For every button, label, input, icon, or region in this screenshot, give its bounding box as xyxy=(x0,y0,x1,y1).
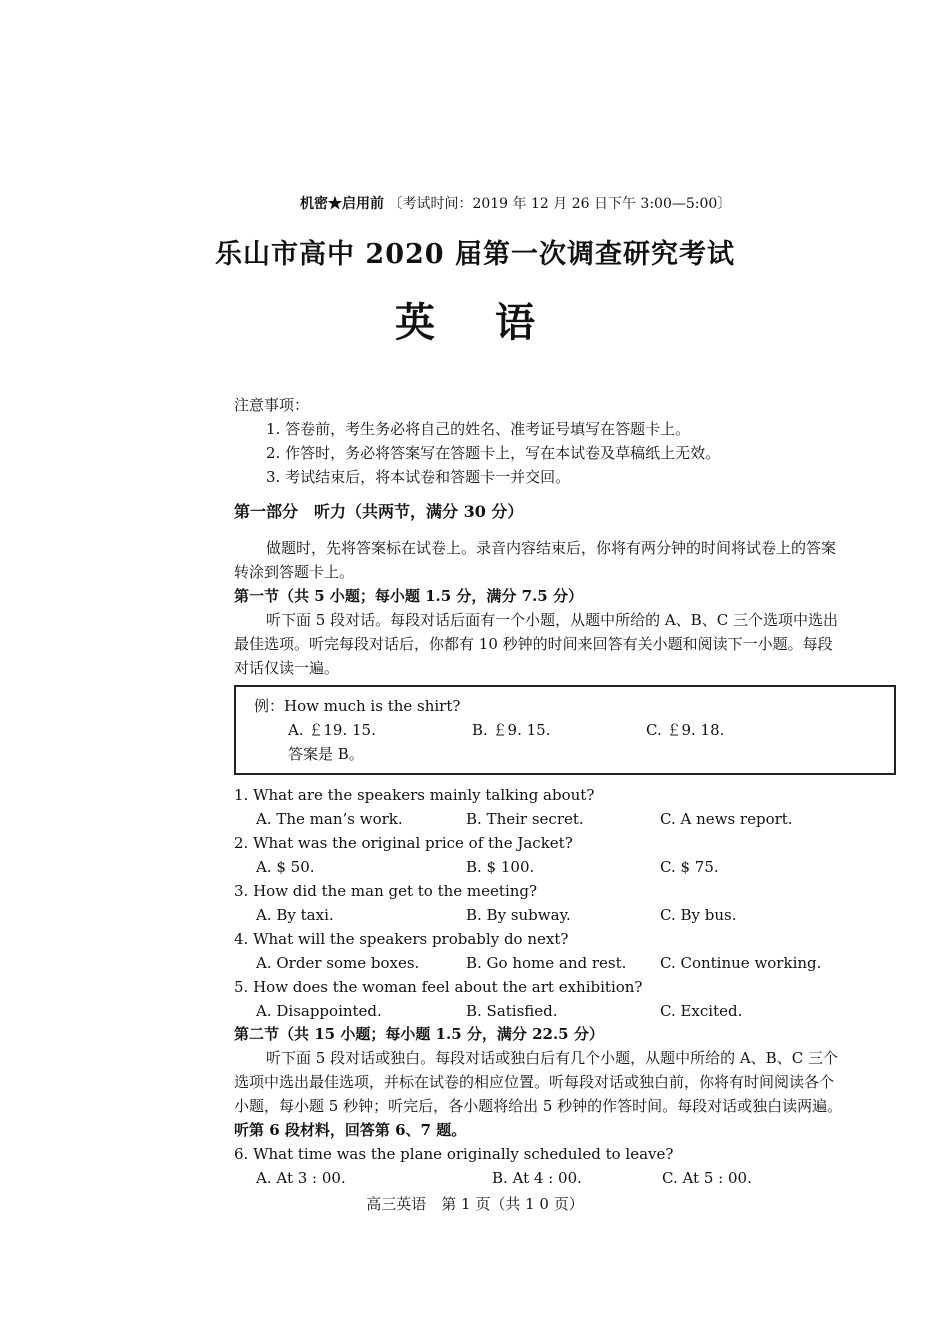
option-b: B. Go home and rest. xyxy=(466,954,627,972)
example-option-a: A. ￡19. 15. xyxy=(288,721,376,739)
material-label: 听第 6 段材料，回答第 6、7 题。 xyxy=(234,1121,467,1139)
part1-heading: 第一部分 听力（共两节，满分 30 分） xyxy=(234,502,524,521)
option-c: C. Continue working. xyxy=(660,954,822,972)
question-text: 3. How did the man get to the meeting? xyxy=(234,882,538,900)
question-text: 6. What time was the plane originally scheduled to leave? xyxy=(234,1145,674,1163)
example-option-c: C. ￡9. 18. xyxy=(646,721,725,739)
exam-title: 乐山市高中 2020 届第一次调查研究考试 xyxy=(215,239,735,270)
section2-desc: 小题，每小题 5 秒钟；听完后，各小题将给出 5 秒钟的作答时间。每段对话或独白读两遍。 xyxy=(234,1097,843,1115)
option-b: B. At 4 : 00. xyxy=(492,1169,582,1187)
option-b: B. By subway. xyxy=(466,906,571,924)
page-footer: 高三英语 第 1 页（共 1 0 页） xyxy=(366,1195,584,1213)
section1-desc: 最佳选项。听完每段对话后，你都有 10 秒钟的时间来回答有关小题和阅读下一小题。每段 xyxy=(234,635,833,653)
question-text: 2. What was the original price of the Jacket? xyxy=(234,834,573,852)
exam-header xyxy=(300,194,731,214)
example-answer: 答案是 B。 xyxy=(288,745,364,763)
part1-intro: 转涂到答题卡上。 xyxy=(234,563,355,581)
option-a: A. The man’s work. xyxy=(256,810,403,828)
part1-intro: 做题时，先将答案标在试卷上。录音内容结束后，你将有两分钟的时间将试卷上的答案 xyxy=(266,539,837,557)
question-text: 5. How does the woman feel about the art exhibition? xyxy=(234,978,643,996)
question-text: 1. What are the speakers mainly talking about? xyxy=(234,786,595,804)
exam-time: 〔考试时间：2019 年 12 月 26 日下午 3:00—5:00〕 xyxy=(388,196,732,212)
confidential-label: 机密★启用前 xyxy=(300,196,384,212)
option-c: C. A news report. xyxy=(660,810,793,828)
notice-heading: 注意事项： xyxy=(234,396,310,414)
subject-title: 英语 xyxy=(395,299,595,346)
section2-desc: 听下面 5 段对话或独白。每段对话或独白后有几个小题，从题中所给的 A、B、C 三个 xyxy=(266,1049,838,1067)
option-c: C. By bus. xyxy=(660,906,737,924)
section1-heading: 第一节（共 5 小题；每小题 1.5 分，满分 7.5 分） xyxy=(234,587,583,605)
option-b: B. Their secret. xyxy=(466,810,584,828)
option-a: A. By taxi. xyxy=(256,906,334,924)
example-option-b: B. ￡9. 15. xyxy=(472,721,551,739)
notice-item: 2. 作答时，务必将答案写在答题卡上，写在本试卷及草稿纸上无效。 xyxy=(266,444,721,462)
option-c: C. At 5 : 00. xyxy=(662,1169,752,1187)
notice-item: 1. 答卷前，考生务必将自己的姓名、准考证号填写在答题卡上。 xyxy=(266,420,691,438)
notice-item: 3. 考试结束后，将本试卷和答题卡一并交回。 xyxy=(266,468,571,486)
section1-desc: 对话仅读一遍。 xyxy=(234,659,340,677)
section2-desc: 选项中选出最佳选项，并标在试卷的相应位置。听每段对话或独白前，你将有时间阅读各个 xyxy=(234,1073,835,1091)
option-b: B. $ 100. xyxy=(466,858,535,876)
question-text: 4. What will the speakers probably do next? xyxy=(234,930,569,948)
option-b: B. Satisfied. xyxy=(466,1002,558,1020)
option-a: A. At 3 : 00. xyxy=(256,1169,346,1187)
option-a: A. Order some boxes. xyxy=(256,954,420,972)
option-a: A. $ 50. xyxy=(256,858,315,876)
section2-heading: 第二节（共 15 小题；每小题 1.5 分，满分 22.5 分） xyxy=(234,1025,604,1043)
option-a: A. Disappointed. xyxy=(256,1002,382,1020)
option-c: C. $ 75. xyxy=(660,858,719,876)
option-c: C. Excited. xyxy=(660,1002,743,1020)
example-question: 例：How much is the shirt? xyxy=(254,697,461,715)
section1-desc: 听下面 5 段对话。每段对话后面有一个小题，从题中所给的 A、B、C 三个选项中选出 xyxy=(266,611,838,629)
